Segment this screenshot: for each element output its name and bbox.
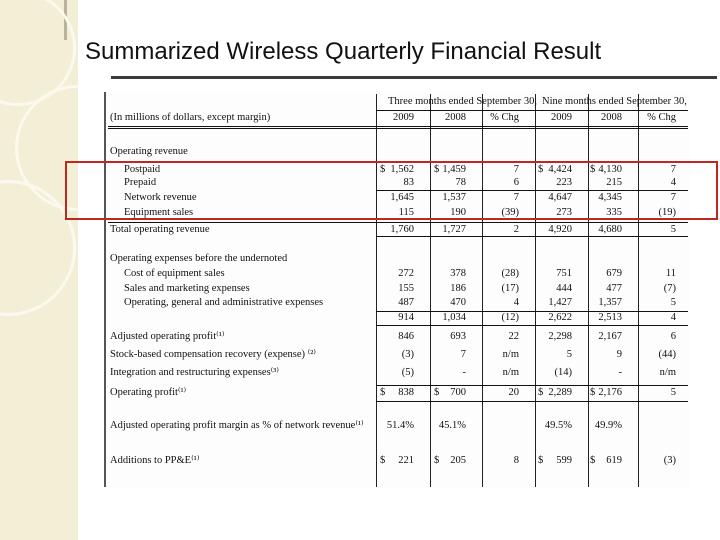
cell-value: 7 [513,164,519,175]
cell-value: n/m [659,367,676,378]
financial-table [104,92,690,487]
row-rule [376,325,688,326]
decorative-sidebar [0,0,78,540]
cell-value: 4,130 [598,164,622,175]
cell-value: 115 [398,207,414,218]
cell-value: 4,647 [548,192,572,203]
row-label: Operating profit⁽¹⁾ [110,387,187,398]
cell-value: 7 [460,349,466,360]
row-label: Integration and restructuring expenses⁽³⁾ [110,367,279,378]
currency-symbol: $ [434,387,440,398]
cell-value: (14) [554,367,572,378]
cell-value: 2,289 [548,387,572,398]
cell-value: 846 [398,331,414,342]
currency-symbol: $ [538,455,544,466]
cell-value: 335 [606,207,622,218]
row-label: Prepaid [124,177,157,188]
cell-value: 378 [450,268,466,279]
row-label: Equipment sales [124,207,194,218]
group-header-nine-months: Nine months ended September 30, [542,96,687,107]
cell-value: 4 [670,177,676,188]
currency-symbol: $ [590,387,596,398]
row-label: Network revenue [124,192,197,203]
cell-value: 838 [398,387,414,398]
cell-value: - [618,367,622,378]
cell-value: 1,562 [390,164,414,175]
cell-value: 51.4% [386,420,414,431]
units-label: (In millions of dollars, except margin) [110,112,271,123]
currency-symbol: $ [380,164,386,175]
cell-value: 8 [513,455,519,466]
cell-value: 7 [670,192,676,203]
cell-value: 1,427 [548,297,572,308]
cell-value: 1,034 [442,312,466,323]
cell-value: 2,513 [598,312,622,323]
cell-value: 599 [556,455,572,466]
cell-value: 49.5% [544,420,572,431]
cell-value: (5) [401,367,414,378]
column-header: 2009 [551,112,572,123]
cell-value: 1,357 [598,297,622,308]
cell-value: 1,645 [390,192,414,203]
cell-value: 1,459 [442,164,466,175]
cell-value: 223 [556,177,572,188]
row-label: Postpaid [124,164,161,175]
column-header: 2008 [445,112,466,123]
cell-value: 914 [398,312,414,323]
title-underline [111,76,717,79]
cell-value: 155 [398,283,414,294]
currency-symbol: $ [590,455,596,466]
row-rule [376,401,688,402]
currency-symbol: $ [380,387,386,398]
currency-symbol: $ [590,164,596,175]
cell-value: (3) [401,349,414,360]
cell-value: 693 [450,331,466,342]
cell-value: 619 [606,455,622,466]
cell-value: 4,680 [598,224,622,235]
cell-value: 470 [450,297,466,308]
cell-value: 751 [556,268,572,279]
cell-value: n/m [502,367,519,378]
cell-value: 1,537 [442,192,466,203]
currency-symbol: $ [434,455,440,466]
cell-value: 1,727 [442,224,466,235]
cell-value: 2,176 [598,387,622,398]
header-rule [376,110,688,111]
column-header: % Chg [490,112,519,123]
cell-value: (39) [501,207,519,218]
cell-value: 215 [606,177,622,188]
cell-value: 2,298 [548,331,572,342]
cell-value: (12) [501,312,519,323]
row-rule [108,222,688,223]
cell-value: 2,167 [598,331,622,342]
cell-value: n/m [502,349,519,360]
cell-value: 6 [513,177,519,188]
cell-value: 4,345 [598,192,622,203]
column-header: % Chg [647,112,676,123]
cell-value: 5 [670,387,676,398]
row-label: Additions to PP&E⁽¹⁾ [110,455,200,466]
row-label: Stock-based compensation recovery (expense) ⁽²⁾ [110,349,316,360]
row-label: Operating, general and administrative expenses [124,297,324,308]
cell-value: 5 [566,349,572,360]
cell-value: 273 [556,207,572,218]
cell-value: 272 [398,268,414,279]
row-rule [376,311,688,312]
cell-value: 6 [670,331,676,342]
cell-value: 22 [508,331,519,342]
cell-value: 487 [398,297,414,308]
cell-value: 4,920 [548,224,572,235]
currency-symbol: $ [434,164,440,175]
cell-value: 679 [606,268,622,279]
highlight-box [65,161,718,220]
row-label: Cost of equipment sales [124,268,225,279]
cell-value: (17) [501,283,519,294]
cell-value: 4 [513,297,519,308]
row-rule [376,236,688,237]
cell-value: 5 [670,224,676,235]
row-label: Adjusted operating profit⁽¹⁾ [110,331,225,342]
cell-value: 190 [450,207,466,218]
cell-value: 700 [450,387,466,398]
cell-value: 2 [513,224,519,235]
row-label: Adjusted operating profit margin as % of network revenue⁽¹⁾ [110,420,364,431]
cell-value: 4 [670,312,676,323]
cell-value: 78 [455,177,466,188]
row-rule [376,385,688,386]
row-label: Operating revenue [110,146,188,157]
cell-value: 5 [670,297,676,308]
cell-value: (28) [501,268,519,279]
row-label: Sales and marketing expenses [124,283,250,294]
slide-title: Summarized Wireless Quarterly Financial Result [85,38,602,65]
cell-value: 45.1% [438,420,466,431]
column-header: 2009 [393,112,414,123]
cell-value: 477 [606,283,622,294]
cell-value: 205 [450,455,466,466]
cell-value: 1,760 [390,224,414,235]
cell-value: 444 [556,283,572,294]
cell-value: (7) [663,283,676,294]
currency-symbol: $ [380,455,386,466]
row-label: Operating expenses before the undernoted [110,253,288,264]
cell-value: 7 [670,164,676,175]
cell-value: 11 [665,268,676,279]
header-rule [108,126,688,127]
cell-value: 9 [616,349,622,360]
column-header: 2008 [601,112,622,123]
cell-value: 49.9% [594,420,622,431]
cell-value: 7 [513,192,519,203]
currency-symbol: $ [538,164,544,175]
cell-value: (19) [658,207,676,218]
cell-value: (3) [663,455,676,466]
cell-value: 20 [508,387,519,398]
cell-value: - [462,367,466,378]
cell-value: 4,424 [548,164,572,175]
row-label: Total operating revenue [110,224,210,235]
cell-value: 83 [403,177,414,188]
cell-value: 186 [450,283,466,294]
cell-value: 2,622 [548,312,572,323]
group-header-three-months: Three months ended September 30, [388,96,537,107]
cell-value: 221 [398,455,414,466]
header-rule [108,128,688,129]
currency-symbol: $ [538,387,544,398]
cell-value: (44) [658,349,676,360]
